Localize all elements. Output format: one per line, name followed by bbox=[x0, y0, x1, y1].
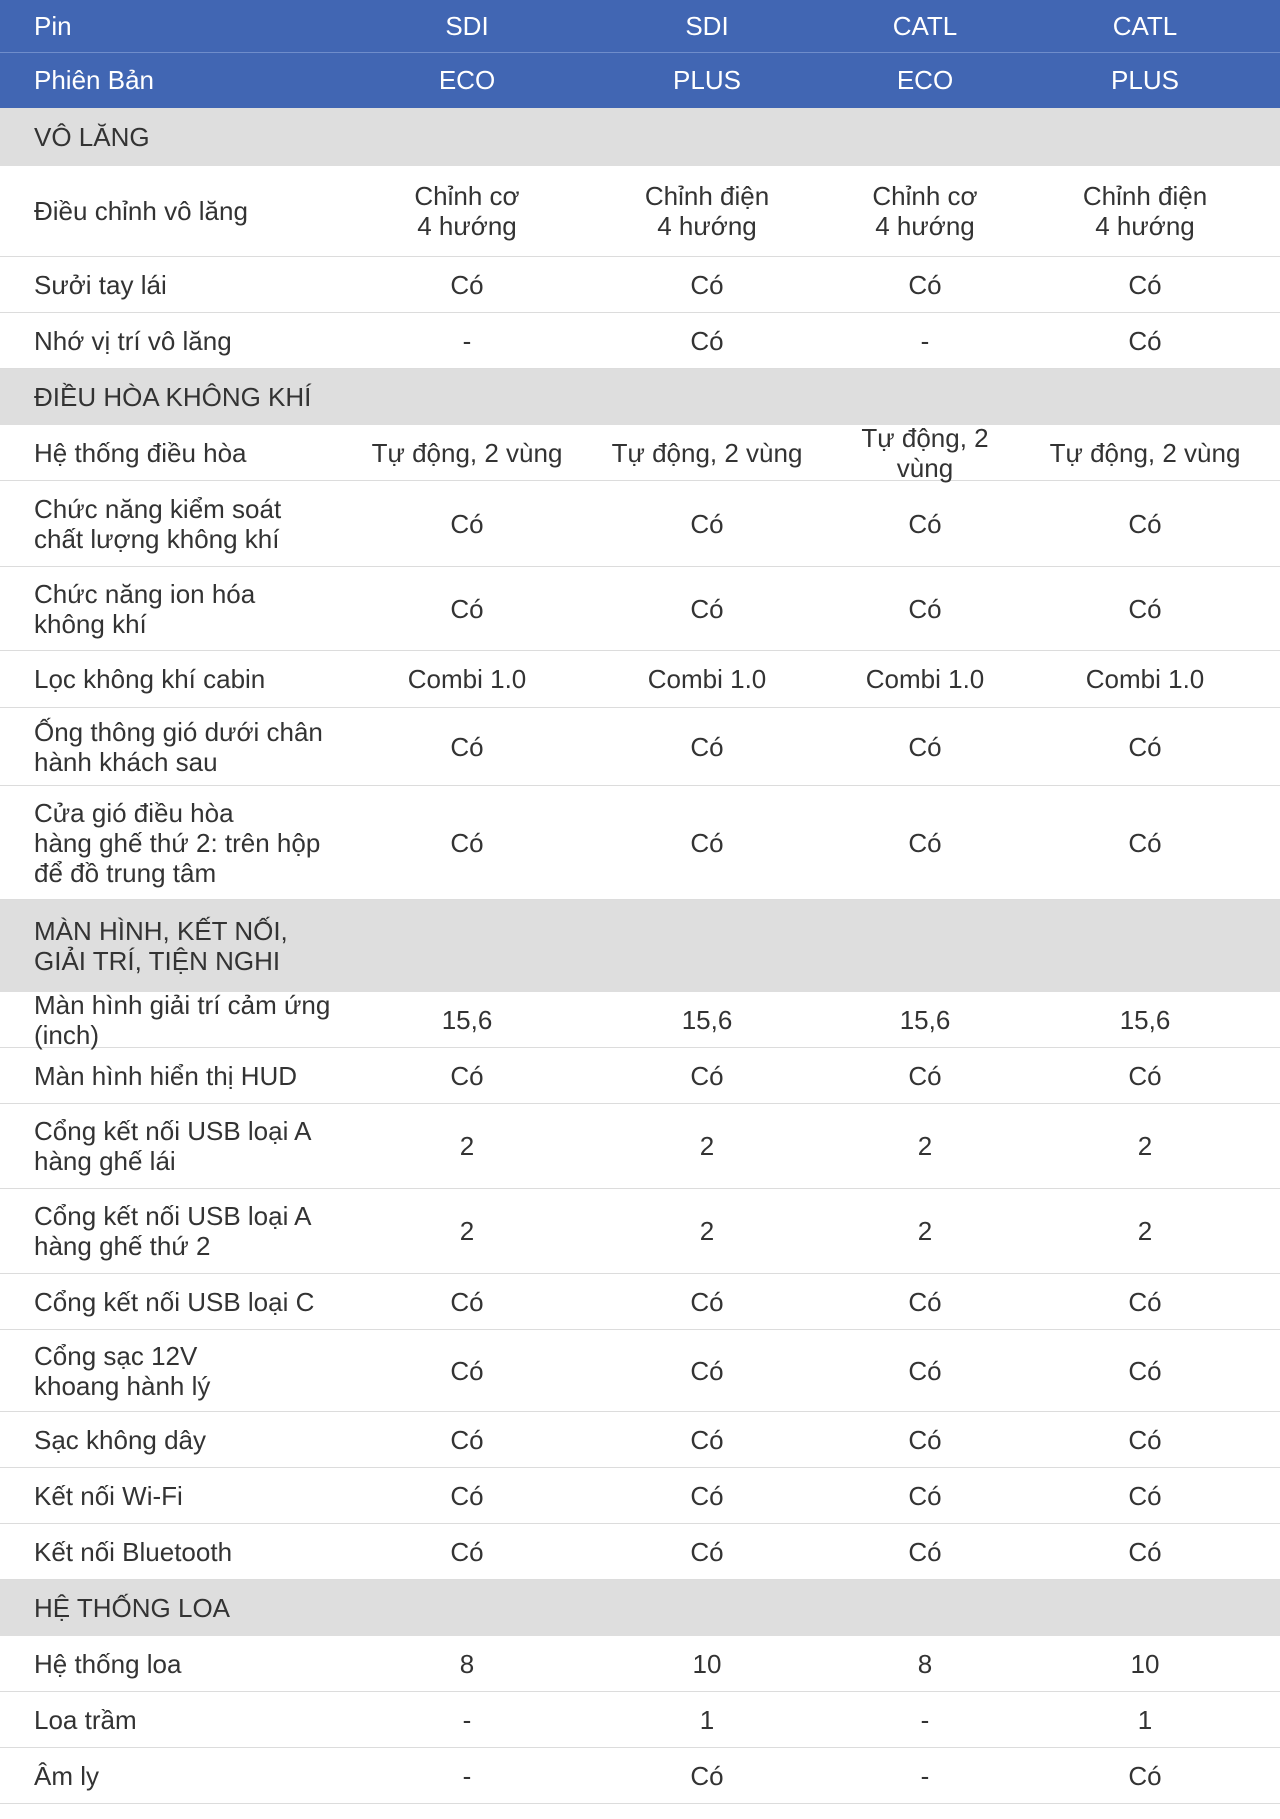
section-header bbox=[0, 108, 1280, 166]
row-value: Có bbox=[450, 1536, 484, 1567]
row-value: Có bbox=[450, 269, 484, 300]
row-value: 8 bbox=[459, 1648, 475, 1679]
row-value: 1 bbox=[1137, 1704, 1153, 1735]
row-value: - bbox=[462, 1704, 472, 1735]
header-cell: CATL bbox=[892, 10, 958, 41]
row-value: Có bbox=[450, 827, 484, 858]
row-label: Cửa gió điều hòa hàng ghế thứ 2: trên hộp để đồ trung tâm bbox=[34, 797, 321, 888]
row-label: Kết nối Bluetooth bbox=[34, 1536, 233, 1567]
section-title: ĐIỀU HÒA KHÔNG KHÍ bbox=[34, 382, 312, 412]
table-row bbox=[0, 1189, 1280, 1274]
row-value: - bbox=[920, 1760, 930, 1791]
row-value: Có bbox=[908, 1355, 942, 1386]
row-value: Có bbox=[450, 1355, 484, 1386]
table-row bbox=[0, 1412, 1280, 1468]
table-row bbox=[0, 1692, 1280, 1748]
row-value: Tự động, 2 vùng bbox=[611, 437, 803, 468]
row-label: Lọc không khí cabin bbox=[34, 664, 266, 694]
table-row bbox=[0, 1468, 1280, 1524]
row-value: Có bbox=[690, 325, 724, 356]
table-row bbox=[0, 786, 1280, 900]
row-label: Hệ thống điều hòa bbox=[34, 437, 247, 468]
row-label: Cổng sạc 12V khoang hành lý bbox=[34, 1340, 211, 1401]
row-value: 8 bbox=[917, 1648, 933, 1679]
row-value: 15,6 bbox=[681, 1004, 733, 1035]
row-value: Combi 1.0 bbox=[647, 664, 767, 694]
row-value: 15,6 bbox=[441, 1004, 493, 1035]
row-label: Ống thông gió dưới chân hành khách sau bbox=[34, 716, 323, 777]
row-value: Có bbox=[690, 269, 724, 300]
row-value: Có bbox=[1128, 1480, 1162, 1511]
row-label: Kết nối Wi-Fi bbox=[34, 1480, 183, 1511]
row-value: Có bbox=[908, 1536, 942, 1567]
table-row bbox=[0, 1104, 1280, 1189]
row-value: Chỉnh cơ 4 hướng bbox=[414, 181, 520, 241]
row-value: Có bbox=[1128, 827, 1162, 858]
row-value: Có bbox=[1128, 325, 1162, 356]
row-label: Hệ thống loa bbox=[34, 1648, 182, 1679]
row-value: Có bbox=[690, 1424, 724, 1455]
row-label: Loa trầm bbox=[34, 1704, 137, 1735]
header-cell: SDI bbox=[445, 10, 489, 41]
row-value: Có bbox=[908, 508, 942, 539]
table-row bbox=[0, 257, 1280, 313]
row-value: 10 bbox=[1130, 1648, 1160, 1679]
header-cell: ECO bbox=[896, 65, 954, 95]
header-label: Phiên Bản bbox=[34, 65, 154, 95]
row-value: Combi 1.0 bbox=[1085, 664, 1205, 694]
row-value: Có bbox=[690, 731, 724, 762]
row-value: Chỉnh điện 4 hướng bbox=[1082, 181, 1208, 241]
table-row bbox=[0, 1330, 1280, 1412]
row-label: Chức năng kiểm soát chất lượng không khí bbox=[34, 493, 282, 554]
table-row bbox=[0, 567, 1280, 651]
header-cell: ECO bbox=[438, 65, 496, 95]
row-label: Sưởi tay lái bbox=[34, 269, 167, 300]
table-row bbox=[0, 708, 1280, 786]
row-value: 2 bbox=[1137, 1131, 1153, 1161]
header-cell: CATL bbox=[1112, 10, 1178, 41]
row-value: 2 bbox=[699, 1216, 715, 1246]
row-value: Có bbox=[1128, 1060, 1162, 1091]
header-cell: PLUS bbox=[673, 65, 741, 95]
row-value: Có bbox=[908, 1480, 942, 1511]
row-value: Có bbox=[690, 508, 724, 539]
table-row bbox=[0, 422, 1280, 483]
row-value: Có bbox=[450, 593, 484, 624]
table-row bbox=[0, 481, 1280, 567]
row-value: 2 bbox=[699, 1131, 715, 1161]
table-row bbox=[0, 1048, 1280, 1104]
row-value: Có bbox=[1128, 731, 1162, 762]
row-value: - bbox=[462, 325, 472, 356]
row-value: Có bbox=[908, 593, 942, 624]
header-row-pin bbox=[0, 0, 1280, 53]
header-cell: PLUS bbox=[1111, 65, 1179, 95]
row-label: Cổng kết nối USB loại A hàng ghế lái bbox=[34, 1116, 312, 1176]
section-title: HỆ THỐNG LOA bbox=[34, 1593, 231, 1623]
row-label: Nhớ vị trí vô lăng bbox=[34, 325, 232, 356]
row-value: Có bbox=[690, 1060, 724, 1091]
row-value: Có bbox=[450, 731, 484, 762]
row-value: Có bbox=[908, 731, 942, 762]
row-value: - bbox=[920, 1704, 930, 1735]
table-row bbox=[0, 1524, 1280, 1580]
row-value: Có bbox=[690, 1355, 724, 1386]
row-value: 2 bbox=[459, 1131, 475, 1161]
row-value: Có bbox=[690, 1760, 724, 1791]
row-value: 2 bbox=[917, 1131, 933, 1161]
section-title: VÔ LĂNG bbox=[34, 122, 150, 152]
row-value: Có bbox=[450, 1480, 484, 1511]
row-label: Âm ly bbox=[34, 1760, 99, 1791]
row-value: Có bbox=[690, 1536, 724, 1567]
row-value: Có bbox=[908, 1060, 942, 1091]
row-value: - bbox=[462, 1760, 472, 1791]
row-value: Có bbox=[1128, 1760, 1162, 1791]
section-header bbox=[0, 369, 1280, 425]
section-header bbox=[0, 1580, 1280, 1636]
row-label: Điều chỉnh vô lăng bbox=[34, 196, 248, 226]
row-value: 15,6 bbox=[1119, 1004, 1171, 1035]
row-value: 2 bbox=[917, 1216, 933, 1246]
row-value: Có bbox=[1128, 1355, 1162, 1386]
row-label: Cổng kết nối USB loại A hàng ghế thứ 2 bbox=[34, 1201, 312, 1261]
row-value: Có bbox=[690, 1480, 724, 1511]
row-value: Combi 1.0 bbox=[407, 664, 527, 694]
row-value: 10 bbox=[692, 1648, 722, 1679]
row-value: Có bbox=[450, 1060, 484, 1091]
row-value: Tự động, 2 vùng bbox=[861, 422, 989, 483]
row-value: Chỉnh cơ 4 hướng bbox=[872, 181, 978, 241]
row-value: Tự động, 2 vùng bbox=[371, 437, 563, 468]
table-row bbox=[0, 1636, 1280, 1692]
row-value: 1 bbox=[699, 1704, 715, 1735]
table-row bbox=[0, 313, 1280, 369]
row-label: Chức năng ion hóa không khí bbox=[34, 578, 256, 639]
row-value: Có bbox=[1128, 1424, 1162, 1455]
row-value: Có bbox=[690, 827, 724, 858]
row-value: Chỉnh điện 4 hướng bbox=[644, 181, 770, 241]
row-value: Có bbox=[908, 1286, 942, 1317]
row-value: Có bbox=[908, 827, 942, 858]
row-label: Sạc không dây bbox=[34, 1424, 207, 1455]
row-value: Có bbox=[690, 1286, 724, 1317]
section-header bbox=[0, 900, 1280, 992]
row-value: Có bbox=[690, 593, 724, 624]
row-value: Có bbox=[1128, 1286, 1162, 1317]
row-label: Cổng kết nối USB loại C bbox=[34, 1286, 315, 1317]
section-title: MÀN HÌNH, KẾT NỐI, GIẢI TRÍ, TIỆN NGHI bbox=[34, 916, 288, 976]
header-label: Pin bbox=[34, 10, 72, 41]
row-value: Có bbox=[1128, 593, 1162, 624]
row-value: Có bbox=[450, 1286, 484, 1317]
row-value: Combi 1.0 bbox=[865, 664, 985, 694]
table-row bbox=[0, 166, 1280, 257]
header-row-version bbox=[0, 53, 1280, 108]
table-row bbox=[0, 1748, 1280, 1804]
row-value: 15,6 bbox=[899, 1004, 951, 1035]
table-row bbox=[0, 1274, 1280, 1330]
row-value: Có bbox=[908, 269, 942, 300]
row-value: Có bbox=[908, 1424, 942, 1455]
row-value: Có bbox=[1128, 269, 1162, 300]
header-cell: SDI bbox=[685, 10, 729, 41]
row-value: 2 bbox=[459, 1216, 475, 1246]
row-value: Có bbox=[1128, 508, 1162, 539]
row-value: Có bbox=[1128, 1536, 1162, 1567]
table-row bbox=[0, 651, 1280, 708]
row-value: 2 bbox=[1137, 1216, 1153, 1246]
row-value: Tự động, 2 vùng bbox=[1049, 437, 1241, 468]
row-label: Màn hình giải trí cảm ứng (inch) bbox=[34, 989, 331, 1050]
row-label: Màn hình hiển thị HUD bbox=[34, 1060, 298, 1091]
row-value: - bbox=[920, 325, 930, 356]
row-value: Có bbox=[450, 1424, 484, 1455]
row-value: Có bbox=[450, 508, 484, 539]
table-row bbox=[0, 989, 1280, 1050]
